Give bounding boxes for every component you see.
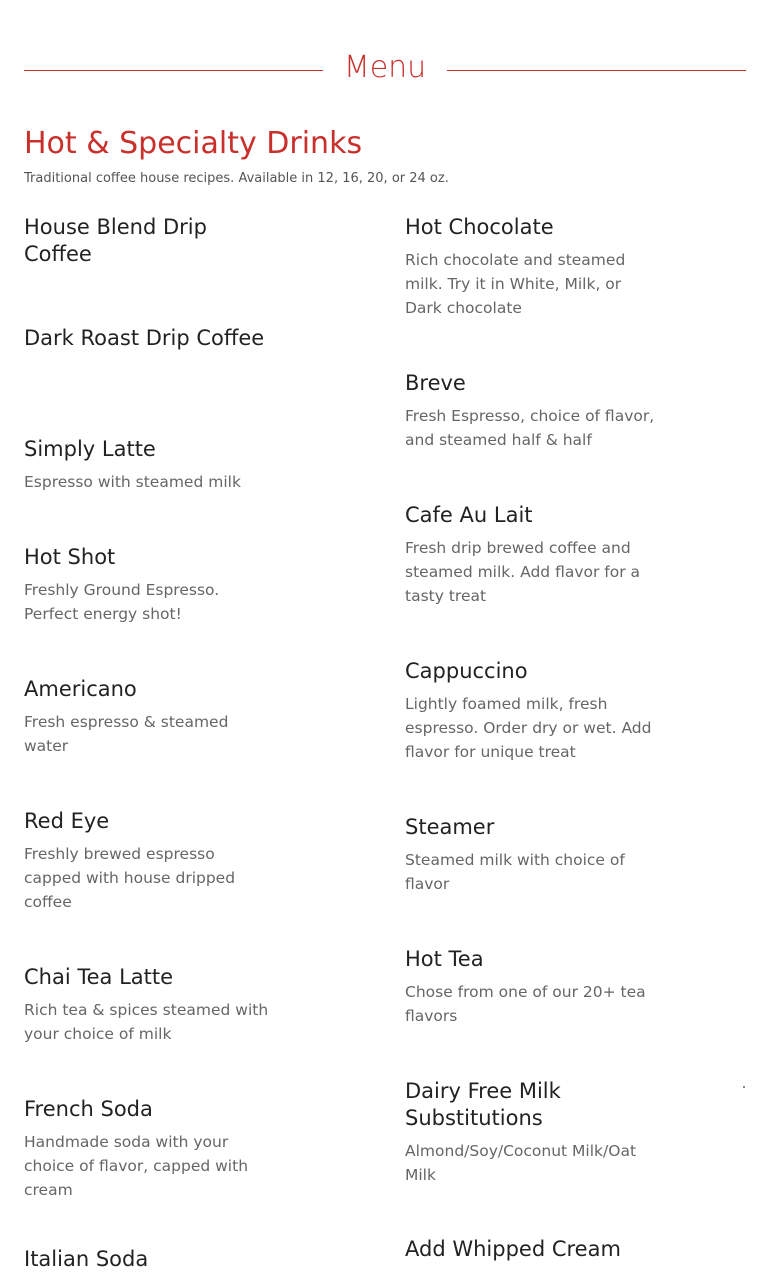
menu-item — [24, 214, 270, 268]
menu-item — [24, 964, 270, 1046]
item-name: Cafe Au Lait — [405, 503, 533, 527]
menu-item — [24, 436, 270, 494]
item-description: Chose from one of our 20+ tea flavors — [405, 983, 646, 1025]
menu-item — [24, 676, 270, 758]
menu-header — [24, 48, 746, 92]
item-description: Lightly foamed milk, fresh espresso. Order dry or wet. Add flavor for unique treat — [405, 695, 652, 761]
menu-item — [24, 1096, 270, 1202]
section-title: Hot & Specialty Drinks — [24, 126, 363, 161]
item-name: Hot Tea — [405, 947, 484, 971]
item-description: Steamed milk with choice of flavor — [405, 851, 625, 893]
item-description: Freshly Ground Espresso. Perfect energy shot! — [24, 581, 220, 623]
item-description: Rich tea & spices steamed with your choice of milk — [24, 1001, 269, 1043]
item-name: Add Whipped Cream — [405, 1237, 621, 1261]
menu-title: Menu — [343, 50, 427, 85]
item-description: Fresh Espresso, choice of flavor, and steamed half & half — [405, 407, 655, 449]
menu-item — [405, 214, 655, 320]
item-name: Chai Tea Latte — [24, 965, 174, 989]
menu-item — [24, 325, 270, 352]
menu-item — [24, 1246, 270, 1273]
menu-item — [405, 370, 655, 452]
item-name: House Blend Drip Coffee — [24, 215, 207, 266]
item-name: Americano — [24, 677, 137, 701]
item-description: Rich chocolate and steamed milk. Try it in White, Milk, or Dark chocolate — [405, 251, 626, 317]
item-description: Handmade soda with your choice of flavor, capped with cream — [24, 1133, 249, 1199]
item-name: Simply Latte — [24, 437, 156, 461]
menu-item — [24, 544, 270, 626]
item-name: Hot Chocolate — [405, 215, 554, 239]
item-description: Fresh espresso & steamed water — [24, 713, 229, 755]
item-description: Espresso with steamed milk — [24, 473, 241, 491]
menu-item — [405, 814, 655, 896]
item-name: Dairy Free Milk Substitutions — [405, 1079, 561, 1130]
decorative-dot — [743, 1086, 745, 1088]
section-subtitle: Traditional coffee house recipes. Available in 12, 16, 20, or 24 oz. — [24, 171, 449, 186]
menu-item — [405, 502, 655, 608]
item-name: Cappuccino — [405, 659, 528, 683]
item-name: Steamer — [405, 815, 495, 839]
menu-item — [405, 658, 655, 764]
item-name: Dark Roast Drip Coffee — [24, 326, 265, 350]
item-description: Almond/Soy/Coconut Milk/Oat Milk — [405, 1142, 637, 1184]
item-description: Fresh drip brewed coffee and steamed milk. Add flavor for a tasty treat — [405, 539, 641, 605]
item-name: French Soda — [24, 1097, 153, 1121]
item-description: Freshly brewed espresso capped with house dripped coffee — [24, 845, 236, 911]
menu-item — [405, 1078, 655, 1187]
item-name: Breve — [405, 371, 466, 395]
menu-item — [24, 808, 270, 914]
item-name: Hot Shot — [24, 545, 116, 569]
menu-item — [405, 946, 655, 1028]
item-name: Italian Soda — [24, 1247, 149, 1271]
item-name: Red Eye — [24, 809, 110, 833]
header-rule-right — [447, 70, 746, 71]
